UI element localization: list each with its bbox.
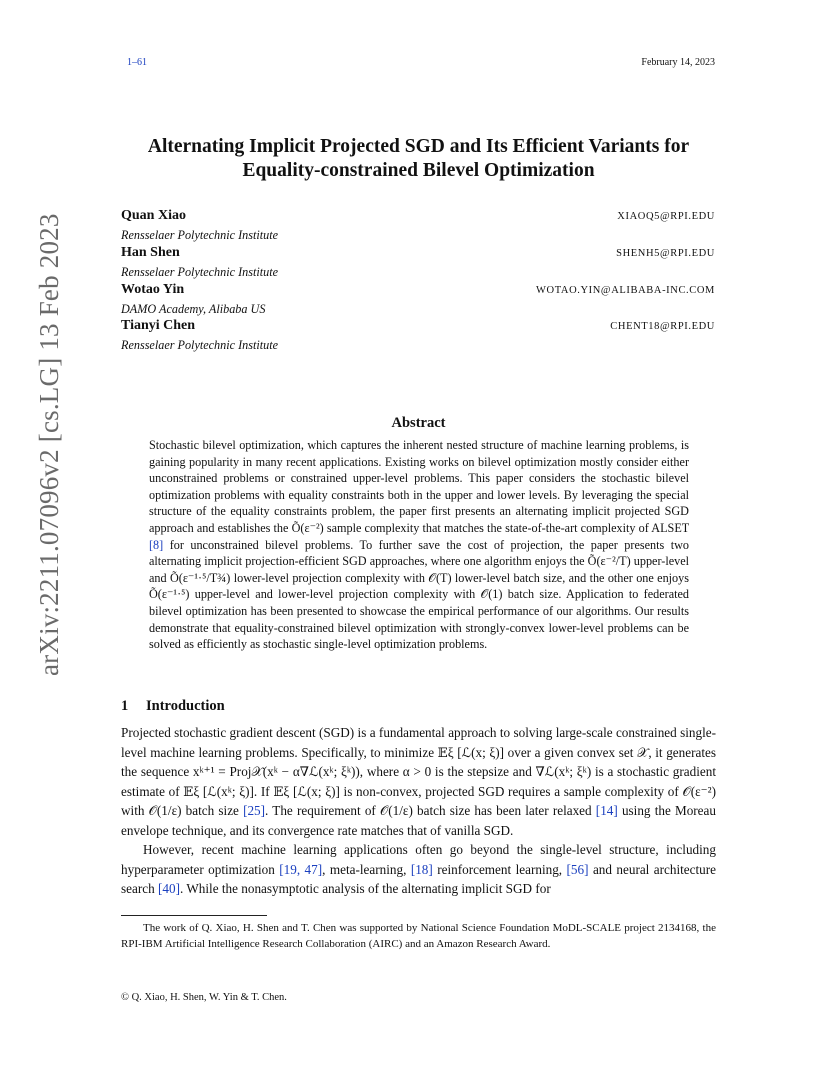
author-email: XIAOQ5@RPI.EDU	[617, 211, 715, 222]
abstract-body	[149, 437, 689, 653]
author-email: CHENT18@RPI.EDU	[610, 321, 715, 332]
introduction-body	[121, 723, 716, 899]
citation-link[interactable]: [8]	[149, 537, 164, 552]
footnote: The work of Q. Xiao, H. Shen and T. Chen was supported by National Science Foundation MoDL-SCALE project 2134168, the RPI-IBM Artificial Intelligence Research Collaboration (AIRC) and an Amazon Research Award.	[121, 922, 716, 950]
author-affiliation: Rensselaer Polytechnic Institute	[121, 338, 279, 352]
intro-text: using the Moreau envelope technique, and its convergence rate matches that of vanilla SGD.	[121, 803, 716, 838]
intro-text: . The requirement of 𝒪(1/ε) batch size has been later relaxed	[265, 803, 596, 818]
abstract-heading: Abstract	[391, 415, 446, 431]
author-name: Han Shen	[121, 245, 180, 260]
intro-paragraph	[121, 723, 716, 840]
author-email: SHENH5@RPI.EDU	[616, 248, 715, 259]
author-affiliation: DAMO Academy, Alibaba US	[121, 302, 266, 316]
footnote-rule	[121, 915, 267, 916]
title-line-2: Equality-constrained Bilevel Optimization	[242, 160, 595, 181]
citation-link[interactable]: [40]	[157, 881, 180, 896]
intro-text: . While the nonasymptotic analysis of the alternating implicit SGD for	[179, 881, 551, 896]
copyright: © Q. Xiao, H. Shen, W. Yin & T. Chen.	[121, 992, 287, 1003]
abstract-text: Stochastic bilevel optimization, which captures the inherent nested structure of machine learning problems, is gaining popularity in many recent applications. Existing works on bilevel optimization mostly consider either unconstrained problems or constrained upper-level problems. This paper considers the stochastic bilevel optimization problems with equality constraints both in the upper and lower levels. By leveraging the special structure of the equality constraints problem, the paper first presents an alternating implicit projected SGD approach and establishes the Õ(ε⁻²) sample complexity that matches the state-of-the-art complexity of ALSET	[149, 438, 689, 535]
citation-link[interactable]: [19, 47]	[279, 861, 323, 877]
section-number: 1	[121, 698, 129, 714]
intro-text: Projected stochastic gradient descent (SGD) is a fundamental approach to solving large-scale constrained single-level machine learning problems. Specifically, to minimize 𝔼ξ [ℒ(x; ξ)] over a given convex set 𝒳, it generates the sequence xᵏ⁺¹ = Proj𝒳(xᵏ − α∇ℒ(xᵏ; ξᵏ)), where α > 0 is the stepsize and ∇ℒ(xᵏ; ξᵏ) is a stochastic gradient estimate of 𝔼ξ [ℒ(xᵏ; ξ)]. If 𝔼ξ [ℒ(x; ξ)] is non-convex, projected SGD requires a sample complexity of 𝒪(ε⁻²) with 𝒪(1/ε) batch size	[121, 725, 716, 818]
intro-text: , meta-learning,	[322, 861, 411, 877]
author-name: Tianyi Chen	[121, 318, 196, 333]
section-heading	[121, 698, 225, 715]
citation-link[interactable]: [25]	[243, 803, 266, 818]
author-name: Quan Xiao	[121, 208, 186, 223]
citation-link[interactable]: [18]	[410, 861, 433, 877]
intro-text: reinforcement learning,	[432, 861, 567, 877]
paper-title	[121, 135, 716, 183]
page-range[interactable]: 1–61	[127, 57, 147, 68]
author-name: Wotao Yin	[121, 282, 185, 297]
author-affiliation: Rensselaer Polytechnic Institute	[121, 265, 279, 279]
header-date: February 14, 2023	[641, 57, 715, 68]
section-title: Introduction	[146, 698, 225, 714]
citation-link[interactable]: [56]	[566, 861, 589, 877]
abstract-text: for unconstrained bilevel problems. To further save the cost of projection, the paper presents two alternating implicit projection-efficient SGD approaches, where one algorithm enjoys the Õ(ε⁻²/T) upper-level and Õ(ε⁻¹·⁵/T¾) lower-level projection complexity with 𝒪(T) lower-level batch size, and the other one enjoys Õ(ε⁻¹·⁵) upper-level and lower-level projection complexity with 𝒪(1) batch size. Application to federated bilevel optimization has been presented to showcase the empirical performance of our algorithms. Our results demonstrate that equality-constrained bilevel optimization with strongly-convex lower-level problems can be solved as efficiently as stochastic single-level optimization problems.	[149, 537, 689, 652]
author-email: WOTAO.YIN@ALIBABA-INC.COM	[536, 285, 715, 296]
intro-text: However, recent machine learning applications often go beyond the single-level structure, including hyperparameter optimization	[121, 842, 716, 877]
citation-link[interactable]: [14]	[595, 803, 618, 818]
author-affiliation: Rensselaer Polytechnic Institute	[121, 228, 279, 242]
intro-text: and neural architecture search	[121, 861, 716, 896]
intro-paragraph	[121, 840, 716, 899]
arxiv-stamp: arXiv:2211.07096v2 [cs.LG] 13 Feb 2023	[34, 213, 64, 676]
title-line-1: Alternating Implicit Projected SGD and Its Efficient Variants for	[147, 136, 690, 157]
